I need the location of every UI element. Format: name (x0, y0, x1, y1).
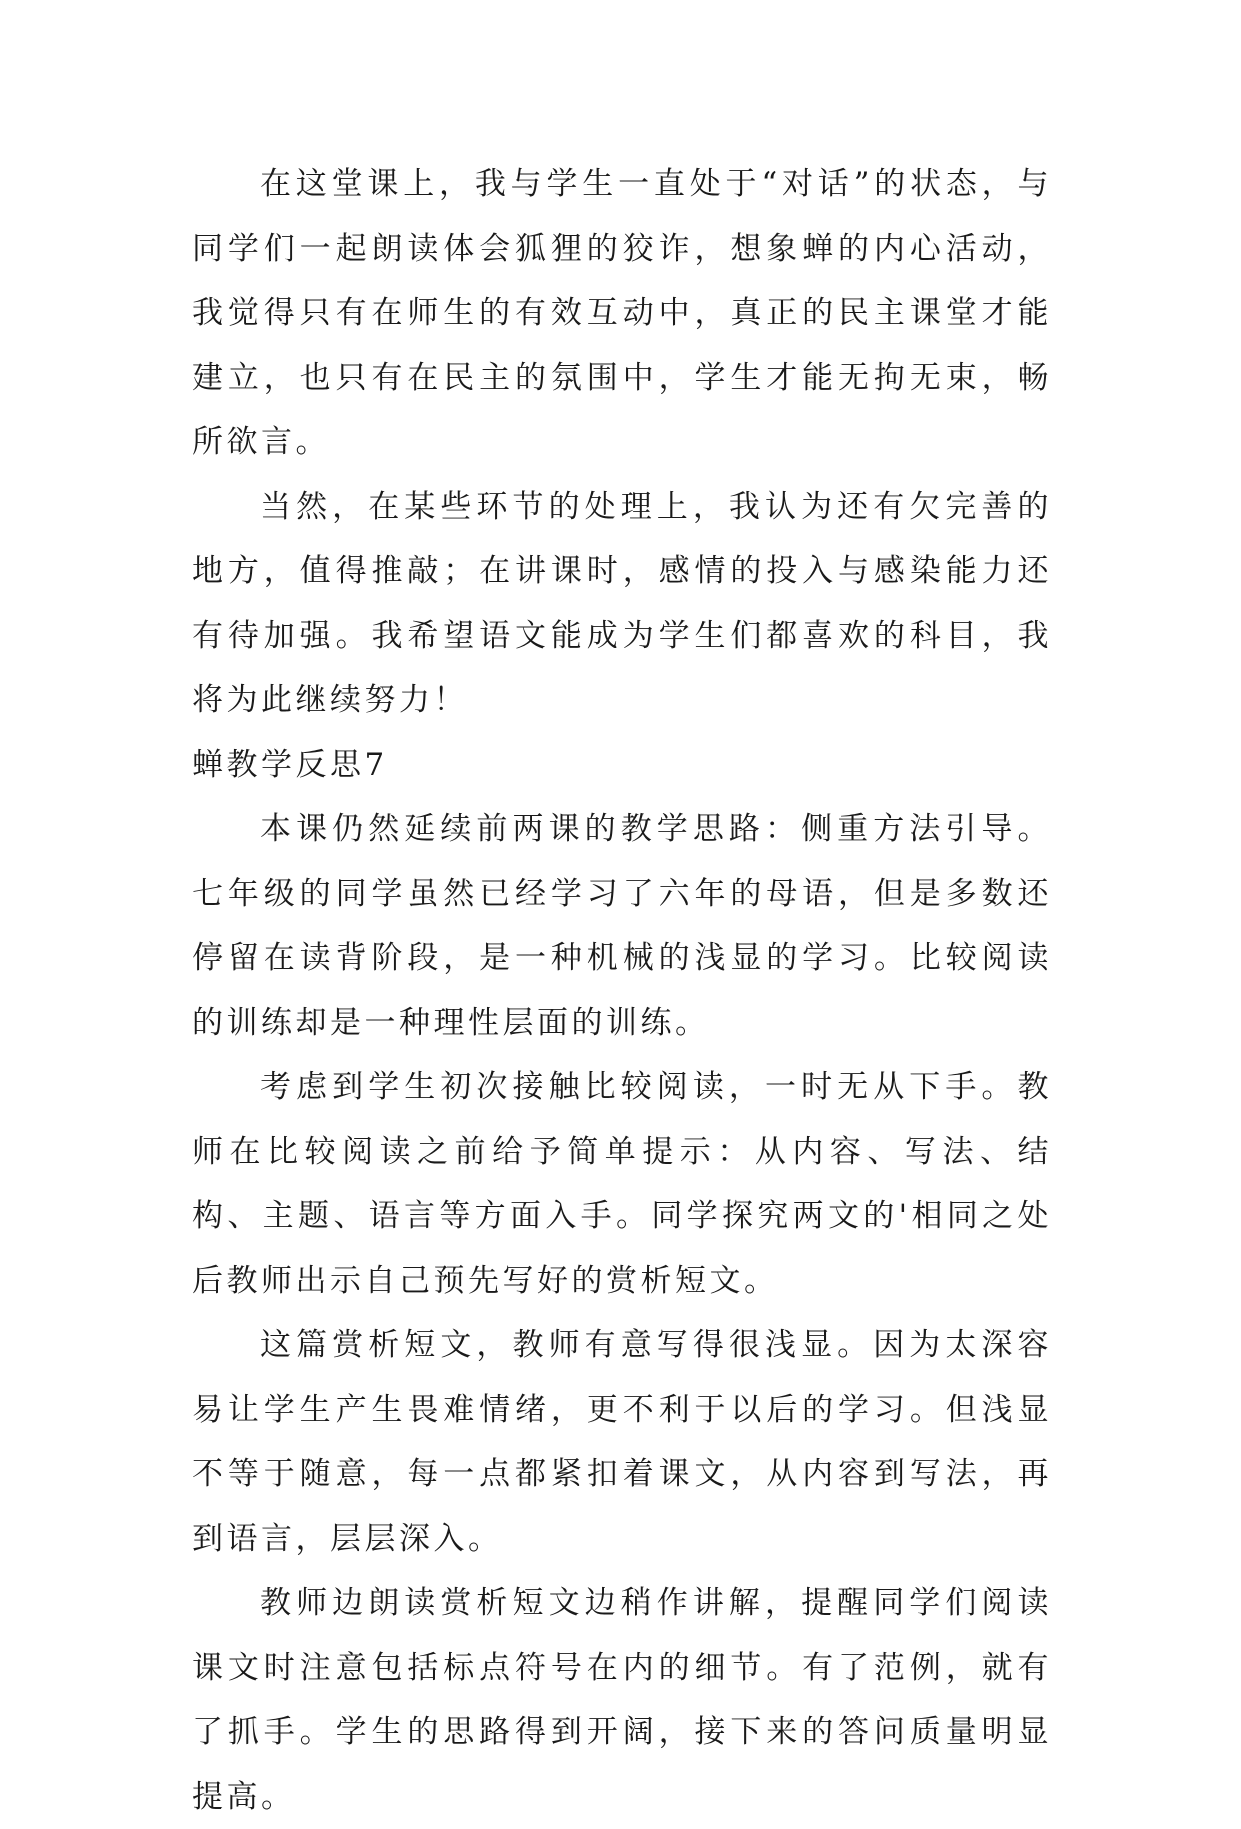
section-title: 蝉教学反思7 (192, 746, 388, 783)
paragraph: 当然，在某些环节的处理上，我认为还有欠完善的地方，值得推敲；在讲课时，感情的投入与感染能力还有待加强。我希望语文能成为学生们都喜欢的科目，我将为此继续努力！ (192, 488, 1052, 718)
paragraph: 本课仍然延续前两课的教学思路：侧重方法引导。七年级的同学虽然已经学习了六年的母语，但是多数还停留在读背阶段，是一种机械的浅显的学习。比较阅读的训练却是一种理性层面的训练。 (192, 811, 1052, 1041)
paragraph: 在这堂课上，我与学生一直处于“对话”的状态，与同学们一起朗读体会狐狸的狡诈，想象蝉的内心活动，我觉得只有在师生的有效互动中，真正的民主课堂才能建立，也只有在民主的氛围中，学生才能无拘无束，畅所欲言。 (192, 166, 1052, 460)
paragraph: 考虑到学生初次接触比较阅读，一时无从下手。教师在比较阅读之前给予简单提示：从内容、写法、结构、主题、语言等方面入手。同学探究两文的'相同之处后教师出示自己预先写好的赏析短文。 (192, 1069, 1052, 1299)
paragraph: 这篇赏析短文，教师有意写得很浅显。因为太深容易让学生产生畏难情绪，更不利于以后的学习。但浅显不等于随意，每一点都紧扣着课文，从内容到写法，再到语言，层层深入。 (192, 1327, 1052, 1557)
document-body (192, 152, 1052, 1829)
paragraph: 教师边朗读赏析短文边稍作讲解，提醒同学们阅读课文时注意包括标点符号在内的细节。有了范例，就有了抓手。学生的思路得到开阔，接下来的答问质量明显提高。 (192, 1585, 1052, 1815)
